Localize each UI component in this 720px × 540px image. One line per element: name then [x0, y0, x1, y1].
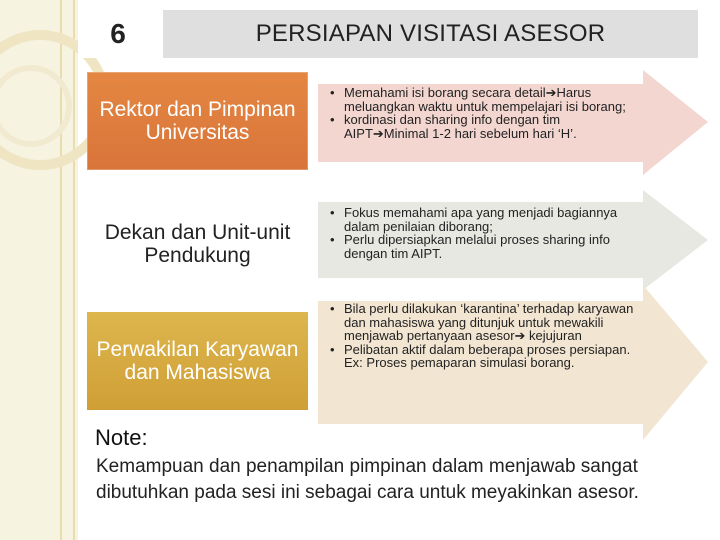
bullet-item: • Fokus memahami apa yang menjadi bagiannya dalam penilaian diborang;: [330, 206, 638, 233]
slide-title: PERSIAPAN VISITASI ASESOR: [163, 10, 698, 58]
arrow-box-perwakilan: [318, 285, 708, 440]
bullet-list: [318, 86, 708, 140]
bullet-list: [318, 206, 708, 260]
role-box-dekan: Dekan dan Unit-unit Pendukung: [87, 190, 308, 298]
bullet-item: • Pelibatan aktif dalam beberapa proses persiapan. Ex: Proses pemaparan simulasi borang.: [330, 343, 638, 370]
note-text: Kemampuan dan penampilan pimpinan dalam menjawab sangat dibutuhkan pada sesi ini sebagai cara untuk meyakinkan asesor.: [96, 456, 639, 503]
arrow-box-dekan: [318, 190, 708, 290]
bullet-item: • kordinasi dan sharing info dengan tim AIPT➔Minimal 1-2 hari sebelum hari ‘H’.: [330, 113, 638, 140]
slide-number: 6: [78, 10, 158, 58]
bullet-item: • Bila perlu dilakukan ‘karantina’ terhadap karyawan dan mahasiswa yang ditunjuk untuk mewakili menjawab pertanyaan asesor➔ kejujuran: [330, 302, 638, 343]
bullet-item: • Memahami isi borang secara detail➔Harus meluangkan waktu untuk mempelajari isi borang;: [330, 86, 638, 113]
role-box-perwakilan: Perwakilan Karyawan dan Mahasiswa: [87, 312, 308, 410]
bullet-list: [318, 302, 708, 370]
arrow-box-rektor: [318, 70, 708, 175]
bullet-item: • Perlu dipersiapkan melalui proses sharing info dengan tim AIPT.: [330, 233, 638, 260]
note-label: Note:: [95, 425, 148, 450]
role-box-rektor: Rektor dan Pimpinan Universitas: [87, 72, 308, 170]
